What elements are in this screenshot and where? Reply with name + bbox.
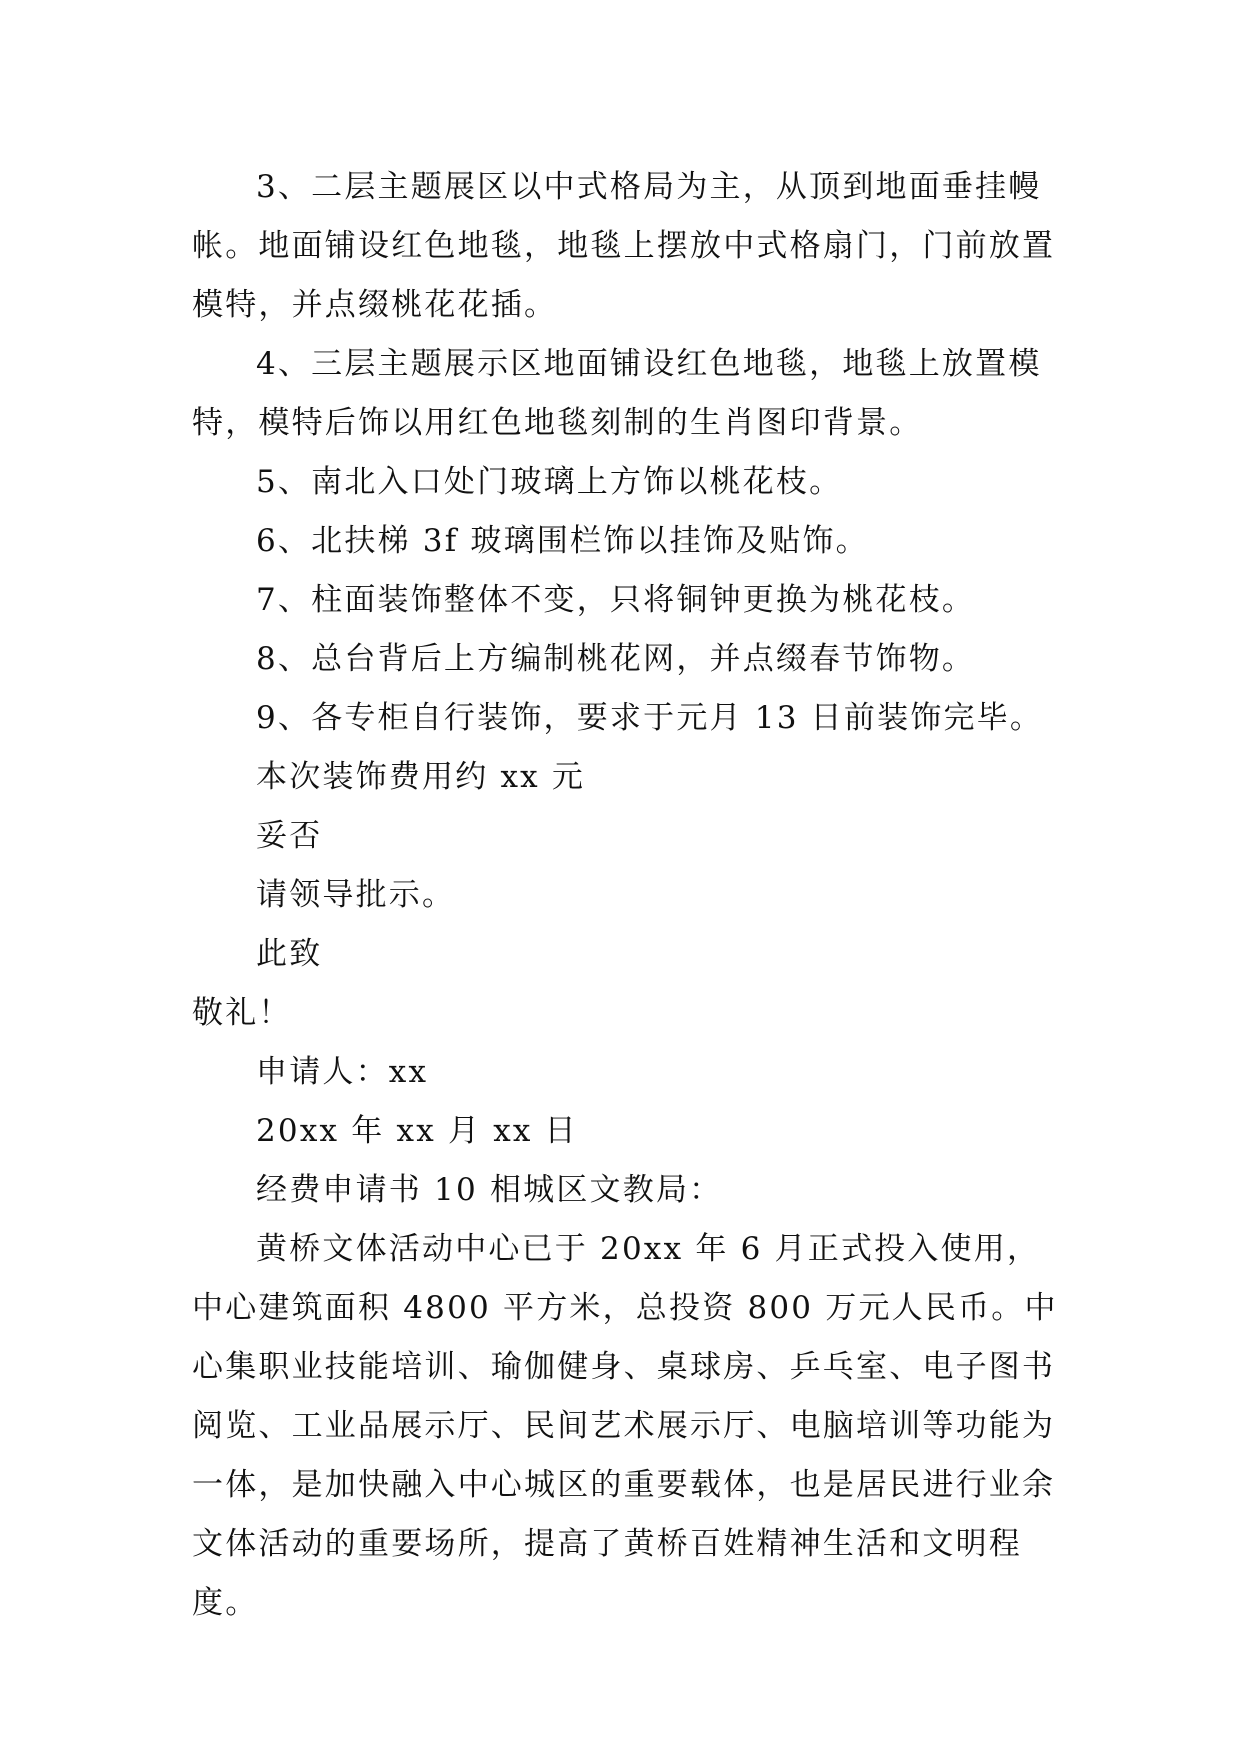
date-line: 20xx 年 xx 月 xx 日 (256, 1113, 578, 1149)
paragraph-item-3: 3、二层主题展区以中式格局为主，从顶到地面垂挂幔帐。地面铺设红色地毯，地毯上摆放中式格扇门，门前放置模特，并点缀桃花花插。 (192, 169, 1056, 323)
paragraph-item-4: 4、三层主题展示区地面铺设红色地毯，地毯上放置模特，模特后饰以用红色地毯刻制的生肖图印背景。 (192, 346, 1042, 441)
salutation: 敬礼！ (192, 995, 292, 1031)
applicant-line: 申请人：xx (256, 1054, 429, 1090)
paragraph-item-5: 5、南北入口处门玻璃上方饰以桃花枝。 (256, 464, 843, 500)
paragraph-item-9: 9、各专柜自行装饰，要求于元月 13 日前装饰完毕。 (256, 700, 1044, 736)
request-instruction: 请领导批示。 (256, 877, 456, 913)
body-paragraph: 黄桥文体活动中心已于 20xx 年 6 月正式投入使用，中心建筑面积 4800 平方米，总投资 800 万元人民币。中心集职业技能培训、瑜伽健身、桌球房、乒乓室、电子图书阅览、工业品展示厅、民间艺术展示厅、电脑培训等功能为一体，是加快融入中心城区的重要载体，也是居民进行业余文体活动的重要场所，提高了黄桥百姓精神生活和文明程度。 (192, 1231, 1058, 1621)
document-page (192, 158, 1058, 1633)
closing-line: 此致 (256, 936, 323, 972)
paragraph-item-8: 8、总台背后上方编制桃花网，并点缀春节饰物。 (256, 641, 976, 677)
approval-question: 妥否 (256, 818, 323, 854)
cost-line: 本次装饰费用约 xx 元 (256, 759, 586, 795)
paragraph-item-7: 7、柱面装饰整体不变，只将铜钟更换为桃花枝。 (256, 582, 976, 618)
section-heading: 经费申请书 10 相城区文教局： (256, 1172, 723, 1208)
paragraph-item-6: 6、北扶梯 3f 玻璃围栏饰以挂饰及贴饰。 (256, 523, 869, 559)
